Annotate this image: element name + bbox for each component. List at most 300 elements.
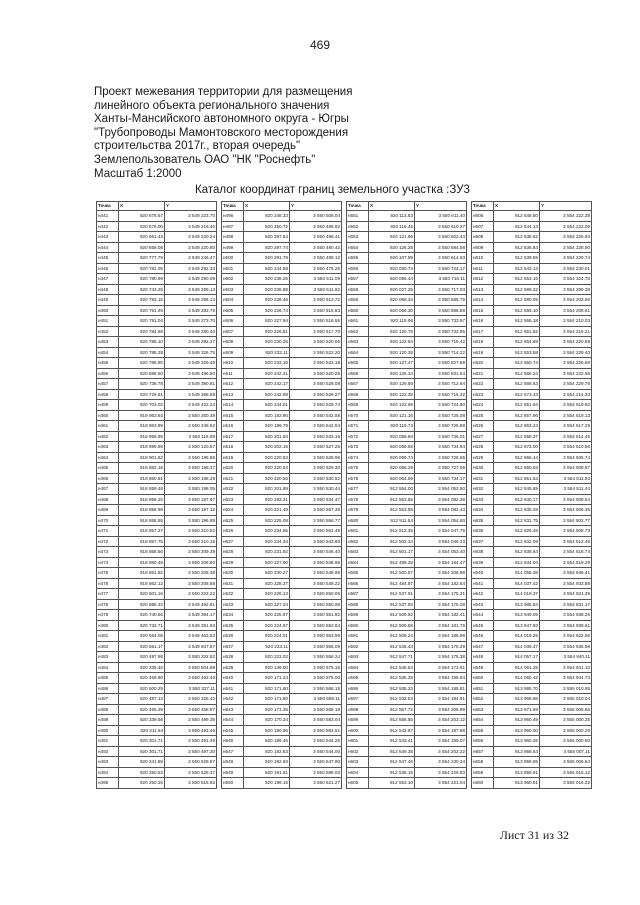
point-id-cell: н471: [97, 526, 119, 537]
table-row: [222, 473, 342, 484]
table-row: [347, 284, 467, 295]
point-id-cell: н606: [472, 211, 494, 222]
y-coordinate-cell: 3 550 489.12: [290, 253, 342, 264]
table-row: [222, 557, 342, 568]
table-row: [222, 746, 342, 757]
y-coordinate-cell: 3 554 222.55: [540, 368, 592, 379]
table-row: [347, 536, 467, 547]
point-id-cell: н605: [347, 778, 369, 789]
y-coordinate-cell: 3 550 542.58: [290, 410, 342, 421]
point-id-cell: н532: [222, 589, 244, 600]
x-coordinate-cell: 920 678.67: [119, 211, 165, 222]
y-coordinate-cell: 3 555 006.66: [540, 704, 592, 715]
x-coordinate-cell: 920 793.16: [119, 295, 165, 306]
x-coordinate-cell: 914 019.37: [494, 589, 540, 600]
point-id-cell: н509: [222, 347, 244, 358]
x-coordinate-cell: 914 057.17: [494, 652, 540, 663]
point-id-cell: н510: [222, 358, 244, 369]
x-coordinate-cell: 912 554.00: [369, 484, 415, 495]
x-coordinate-cell: 920 781.05: [119, 263, 165, 274]
x-coordinate-cell: 920 224.97: [244, 620, 290, 631]
point-id-cell: н457: [97, 379, 119, 390]
x-coordinate-cell: 912 489.28: [369, 557, 415, 568]
x-coordinate-cell: 920 190.96: [244, 725, 290, 736]
x-coordinate-cell: 920 785.90: [119, 358, 165, 369]
table-row: [97, 442, 217, 453]
table-row: [222, 484, 342, 495]
y-coordinate-cell: 3 550 583.51: [290, 725, 342, 736]
x-coordinate-cell: 912 532.53: [369, 694, 415, 705]
x-coordinate-cell: 920 676.00: [119, 221, 165, 232]
y-coordinate-cell: 3 554 946.41: [540, 568, 592, 579]
table-row: [222, 757, 342, 768]
y-coordinate-cell: 3 550 611.40: [415, 211, 467, 222]
x-coordinate-cell: 920 703.02: [119, 400, 165, 411]
point-id-cell: н583: [347, 547, 369, 558]
table-row: [97, 673, 217, 684]
x-coordinate-cell: 920 127.47: [369, 358, 415, 369]
point-id-cell: н448: [97, 284, 119, 295]
table-row: [97, 683, 217, 694]
y-coordinate-cell: 3 554 502.77: [540, 515, 592, 526]
x-coordinate-cell: 912 860.03: [494, 463, 540, 474]
table-row: [222, 347, 342, 358]
y-coordinate-cell: 3 550 522.20: [290, 347, 342, 358]
x-coordinate-cell: 912 866.44: [494, 452, 540, 463]
table-row: [347, 337, 467, 348]
table-row: [472, 295, 592, 306]
point-id-cell: н470: [97, 515, 119, 526]
x-coordinate-cell: 912 511.54: [369, 515, 415, 526]
y-coordinate-cell: 3 550 552.84: [290, 620, 342, 631]
point-id-cell: н522: [222, 484, 244, 495]
y-coordinate-cell: 3 554 940.11: [540, 652, 592, 663]
y-coordinate-cell: 3 550 568.18: [290, 683, 342, 694]
point-id-cell: н572: [347, 431, 369, 442]
y-coordinate-cell: 3 554 922.66: [540, 631, 592, 642]
table-row: [472, 347, 592, 358]
header-line: Ханты-Мансийского автономного округа - Югры: [94, 113, 349, 126]
y-coordinate-cell: 3 550 621.27: [290, 778, 342, 789]
table-row: [97, 578, 217, 589]
coordinate-tables: [96, 201, 588, 789]
y-coordinate-cell: 3 550 208.88: [165, 578, 217, 589]
y-coordinate-cell: 3 550 734.17: [415, 473, 467, 484]
table-row: [472, 547, 592, 558]
coordinate-table: [221, 201, 342, 789]
table-row: [347, 715, 467, 726]
y-coordinate-cell: 3 549 223.70: [165, 211, 217, 222]
point-id-cell: н501: [222, 263, 244, 274]
point-id-cell: н630: [472, 463, 494, 474]
point-id-cell: н547: [222, 746, 244, 757]
y-coordinate-cell: 3 549 368.58: [165, 389, 217, 400]
table-row: [97, 557, 217, 568]
column-header-point: Точка: [472, 202, 494, 211]
point-id-cell: н486: [97, 683, 119, 694]
y-coordinate-cell: 3 554 508.73: [540, 526, 592, 537]
x-coordinate-cell: 920 311.64: [119, 725, 165, 736]
table-row: [97, 379, 217, 390]
table-row: [472, 263, 592, 274]
table-row: [97, 337, 217, 348]
point-id-cell: н551: [347, 211, 369, 222]
point-id-cell: н561: [347, 316, 369, 327]
x-coordinate-cell: 920 171.60: [244, 683, 290, 694]
point-id-cell: н442: [97, 221, 119, 232]
y-coordinate-cell: 3 554 082.38: [415, 494, 467, 505]
y-coordinate-cell: 3 549 289.13: [165, 284, 217, 295]
table-row: [472, 715, 592, 726]
y-coordinate-cell: 3 554 505.74: [540, 452, 592, 463]
point-id-cell: н657: [472, 746, 494, 757]
x-coordinate-cell: 912 845.89: [494, 484, 540, 495]
y-coordinate-cell: 3 550 198.37: [165, 463, 217, 474]
x-coordinate-cell: 920 171.24: [244, 673, 290, 684]
table-row: [347, 746, 467, 757]
y-coordinate-cell: 3 555 006.64: [540, 757, 592, 768]
x-coordinate-cell: 920 121.66: [369, 232, 415, 243]
y-coordinate-cell: 3 550 583.04: [290, 715, 342, 726]
x-coordinate-cell: 918 857.75: [119, 536, 165, 547]
y-coordinate-cell: 3 554 053.40: [415, 547, 467, 558]
x-coordinate-cell: 912 537.93: [369, 599, 415, 610]
table-row: [347, 505, 467, 516]
point-id-cell: н539: [222, 662, 244, 673]
point-id-cell: н652: [472, 694, 494, 705]
table-row: [97, 389, 217, 400]
point-id-cell: н560: [347, 305, 369, 316]
table-row: [222, 232, 342, 243]
point-id-cell: н649: [472, 662, 494, 673]
y-coordinate-cell: 3 550 550.06: [290, 589, 342, 600]
point-id-cell: н550: [222, 778, 244, 789]
y-coordinate-cell: 3 550 575.00: [290, 673, 342, 684]
y-coordinate-cell: 3 554 205.99: [415, 704, 467, 715]
table-row: [347, 778, 467, 789]
x-coordinate-cell: 920 250.72: [244, 221, 290, 232]
point-id-cell: н478: [97, 599, 119, 610]
y-coordinate-cell: 3 550 725.98: [415, 421, 467, 432]
point-id-cell: н502: [222, 274, 244, 285]
x-coordinate-cell: 920 469.80: [119, 673, 165, 684]
point-id-cell: н592: [347, 641, 369, 652]
point-id-cell: н508: [222, 337, 244, 348]
point-id-cell: н444: [97, 242, 119, 253]
table-row: [97, 242, 217, 253]
table-row: [97, 347, 217, 358]
table-row: [347, 232, 467, 243]
x-coordinate-cell: 920 191.61: [244, 767, 290, 778]
point-id-cell: н659: [472, 767, 494, 778]
point-id-cell: н599: [347, 715, 369, 726]
y-coordinate-cell: 3 550 513.72: [290, 295, 342, 306]
x-coordinate-cell: 920 780.99: [119, 274, 165, 285]
y-coordinate-cell: 3 554 052.50: [415, 484, 467, 495]
point-id-cell: н456: [97, 368, 119, 379]
x-coordinate-cell: 920 227.04: [244, 599, 290, 610]
point-id-cell: н591: [347, 631, 369, 642]
x-coordinate-cell: 914 058.38: [494, 568, 540, 579]
point-id-cell: н469: [97, 505, 119, 516]
y-coordinate-cell: 3 549 218.40: [165, 221, 217, 232]
y-coordinate-cell: 3 554 519.13: [540, 410, 592, 421]
x-coordinate-cell: 920 236.46: [244, 295, 290, 306]
table-row: [222, 316, 342, 327]
y-coordinate-cell: 3 554 519.28: [540, 557, 592, 568]
column-header-y: Y: [290, 202, 342, 211]
table-row: [222, 704, 342, 715]
table-row: [472, 305, 592, 316]
point-id-cell: н524: [222, 505, 244, 516]
point-id-cell: н549: [222, 767, 244, 778]
y-coordinate-cell: 3 549 246.47: [165, 253, 217, 264]
y-coordinate-cell: 3 549 296.13: [165, 295, 217, 306]
table-row: [472, 473, 592, 484]
table-row: [222, 673, 342, 684]
x-coordinate-cell: 912 573.43: [494, 389, 540, 400]
x-coordinate-cell: 912 568.63: [494, 379, 540, 390]
table-row: [347, 631, 467, 642]
x-coordinate-cell: 912 559.10: [494, 305, 540, 316]
point-id-cell: н587: [347, 589, 369, 600]
point-id-cell: н573: [347, 442, 369, 453]
table-row: [97, 725, 217, 736]
y-coordinate-cell: 3 550 208.80: [165, 557, 217, 568]
x-coordinate-cell: 912 553.15: [494, 274, 540, 285]
table-row: [472, 368, 592, 379]
y-coordinate-cell: 3 554 921.39: [540, 589, 592, 600]
point-id-cell: н462: [97, 431, 119, 442]
x-coordinate-cell: 920 068.34: [369, 295, 415, 306]
x-coordinate-cell: 918 858.55: [119, 515, 165, 526]
point-id-cell: н635: [472, 515, 494, 526]
point-id-cell: н504: [222, 295, 244, 306]
y-coordinate-cell: 3 550 528.96: [290, 452, 342, 463]
table-row: [347, 494, 467, 505]
table-row: [97, 662, 217, 673]
point-id-cell: н645: [472, 620, 494, 631]
x-coordinate-cell: 920 888.33: [119, 599, 165, 610]
x-coordinate-cell: 912 566.24: [494, 368, 540, 379]
table-row: [222, 536, 342, 547]
point-id-cell: н473: [97, 547, 119, 558]
point-id-cell: н588: [347, 599, 369, 610]
table-row: [347, 379, 467, 390]
x-coordinate-cell: 920 202.15: [244, 442, 290, 453]
y-coordinate-cell: 3 550 556.09: [290, 641, 342, 652]
x-coordinate-cell: 920 228.13: [244, 589, 290, 600]
y-coordinate-cell: 3 550 529.74: [290, 400, 342, 411]
table-row: [97, 326, 217, 337]
x-coordinate-cell: 920 248.33: [244, 211, 290, 222]
x-coordinate-cell: 912 589.32: [494, 284, 540, 295]
y-coordinate-cell: 3 554 517.29: [540, 421, 592, 432]
point-id-cell: н562: [347, 326, 369, 337]
table-row: [472, 274, 592, 285]
x-coordinate-cell: 912 536.84: [494, 242, 540, 253]
point-id-cell: н445: [97, 253, 119, 264]
table-row: [347, 295, 467, 306]
point-id-cell: н459: [97, 400, 119, 411]
point-id-cell: н528: [222, 547, 244, 558]
table-row: [472, 389, 592, 400]
x-coordinate-cell: 914 019.29: [494, 631, 540, 642]
table-row: [222, 389, 342, 400]
table-row: [347, 326, 467, 337]
y-coordinate-cell: 3 554 203.56: [540, 295, 592, 306]
table-row: [97, 473, 217, 484]
table-row: [97, 221, 217, 232]
table-row: [472, 358, 592, 369]
point-id-cell: н484: [97, 662, 119, 673]
table-row: [347, 526, 467, 537]
y-coordinate-cell: 3 550 547.90: [290, 757, 342, 768]
y-coordinate-cell: 3 554 938.51: [540, 620, 592, 631]
x-coordinate-cell: 920 192.90: [244, 410, 290, 421]
header-line: "Трубопроводы Мамонтовского месторождения: [94, 126, 349, 139]
x-coordinate-cell: 920 030.74: [369, 263, 415, 274]
point-id-cell: н493: [97, 757, 119, 768]
x-coordinate-cell: 920 122.64: [369, 337, 415, 348]
table-row: [472, 221, 592, 232]
point-id-cell: н463: [97, 442, 119, 453]
point-id-cell: н575: [347, 463, 369, 474]
table-row: [472, 421, 592, 432]
point-id-cell: н454: [97, 347, 119, 358]
y-coordinate-cell: 3 550 544.00: [290, 746, 342, 757]
point-id-cell: н559: [347, 295, 369, 306]
x-coordinate-cell: 920 122.38: [369, 389, 415, 400]
table-row: [347, 431, 467, 442]
x-coordinate-cell: 918 858.20: [119, 494, 165, 505]
x-coordinate-cell: 920 242.17: [244, 379, 290, 390]
x-coordinate-cell: 920 170.24: [244, 715, 290, 726]
point-id-cell: н651: [472, 683, 494, 694]
y-coordinate-cell: 3 550 209.39: [165, 547, 217, 558]
point-id-cell: н622: [472, 379, 494, 390]
y-coordinate-cell: 3 554 054.60: [415, 515, 467, 526]
x-coordinate-cell: 920 227.94: [244, 316, 290, 327]
y-coordinate-cell: 3 550 326.42: [165, 694, 217, 705]
table-row: [97, 358, 217, 369]
point-id-cell: н515: [222, 410, 244, 421]
point-id-cell: н483: [97, 652, 119, 663]
table-row: [222, 715, 342, 726]
table-row: [472, 463, 592, 474]
point-id-cell: н604: [347, 767, 369, 778]
point-id-cell: н527: [222, 536, 244, 547]
table-row: [222, 494, 342, 505]
point-id-cell: н476: [97, 578, 119, 589]
y-coordinate-cell: 3 549 292.27: [165, 337, 217, 348]
table-row: [347, 463, 467, 474]
x-coordinate-cell: 912 553.10: [369, 778, 415, 789]
y-coordinate-cell: 3 554 509.54: [540, 494, 592, 505]
document-header: [94, 86, 514, 181]
table-row: [97, 746, 217, 757]
column-header-x: X: [369, 202, 415, 211]
y-coordinate-cell: 3 554 206.98: [415, 568, 467, 579]
point-id-cell: н537: [222, 641, 244, 652]
point-id-cell: н650: [472, 673, 494, 684]
point-id-cell: н653: [472, 704, 494, 715]
y-coordinate-cell: 3 550 827.69: [415, 358, 467, 369]
point-id-cell: н479: [97, 610, 119, 621]
y-coordinate-cell: 3 549 326.75: [165, 347, 217, 358]
point-id-cell: н541: [222, 683, 244, 694]
table-row: [222, 305, 342, 316]
x-coordinate-cell: 920 226.74: [244, 305, 290, 316]
y-coordinate-cell: 3 554 184.47: [415, 557, 467, 568]
point-id-cell: н631: [472, 473, 494, 484]
point-id-cell: н627: [472, 431, 494, 442]
y-coordinate-cell: 3 550 588.03: [290, 767, 342, 778]
table-row: [472, 515, 592, 526]
table-row: [347, 410, 467, 421]
point-id-cell: н607: [472, 221, 494, 232]
point-id-cell: н552: [347, 221, 369, 232]
table-row: [97, 704, 217, 715]
x-coordinate-cell: 918 959.85: [119, 431, 165, 442]
point-id-cell: н596: [347, 683, 369, 694]
point-id-cell: н542: [222, 694, 244, 705]
y-coordinate-cell: 3 550 476.25: [290, 263, 342, 274]
x-coordinate-cell: 920 149.00: [244, 662, 290, 673]
x-coordinate-cell: 920 500.29: [119, 683, 165, 694]
point-id-cell: н481: [97, 631, 119, 642]
point-id-cell: н518: [222, 442, 244, 453]
point-id-cell: н611: [472, 263, 494, 274]
column-header-point: Точка: [347, 202, 369, 211]
x-coordinate-cell: 920 465.39: [119, 704, 165, 715]
x-coordinate-cell: 912 509.92: [369, 610, 415, 621]
point-id-cell: н582: [347, 536, 369, 547]
point-id-cell: н642: [472, 589, 494, 600]
table-row: [222, 379, 342, 390]
y-coordinate-cell: 3 554 230.34: [415, 757, 467, 768]
table-row: [472, 631, 592, 642]
x-coordinate-cell: 912 547.71: [369, 652, 415, 663]
point-id-cell: н616: [472, 316, 494, 327]
x-coordinate-cell: 912 501.17: [369, 547, 415, 558]
point-id-cell: н569: [347, 400, 369, 411]
x-coordinate-cell: 920 242.31: [244, 368, 290, 379]
table-row: [347, 547, 467, 558]
table-row: [472, 442, 592, 453]
point-id-cell: н637: [472, 536, 494, 547]
x-coordinate-cell: 920 226.81: [244, 326, 290, 337]
x-coordinate-cell: 920 171.35: [244, 704, 290, 715]
table-row: [347, 484, 467, 495]
table-row: [222, 421, 342, 432]
point-id-cell: н485: [97, 673, 119, 684]
y-coordinate-cell: 3 550 716.11: [415, 274, 467, 285]
y-coordinate-cell: 3 550 717.03: [415, 284, 467, 295]
table-row: [222, 683, 342, 694]
table-row: [97, 568, 217, 579]
x-coordinate-cell: 913 958.64: [494, 746, 540, 757]
table-row: [347, 673, 467, 684]
x-coordinate-cell: 920 791.49: [119, 305, 165, 316]
x-coordinate-cell: 913 968.98: [494, 694, 540, 705]
y-coordinate-cell: 3 554 221.04: [415, 778, 467, 789]
point-id-cell: н641: [472, 578, 494, 589]
x-coordinate-cell: 920 069.74: [369, 452, 415, 463]
point-id-cell: н594: [347, 662, 369, 673]
table-row: [472, 536, 592, 547]
x-coordinate-cell: 912 840.17: [494, 494, 540, 505]
